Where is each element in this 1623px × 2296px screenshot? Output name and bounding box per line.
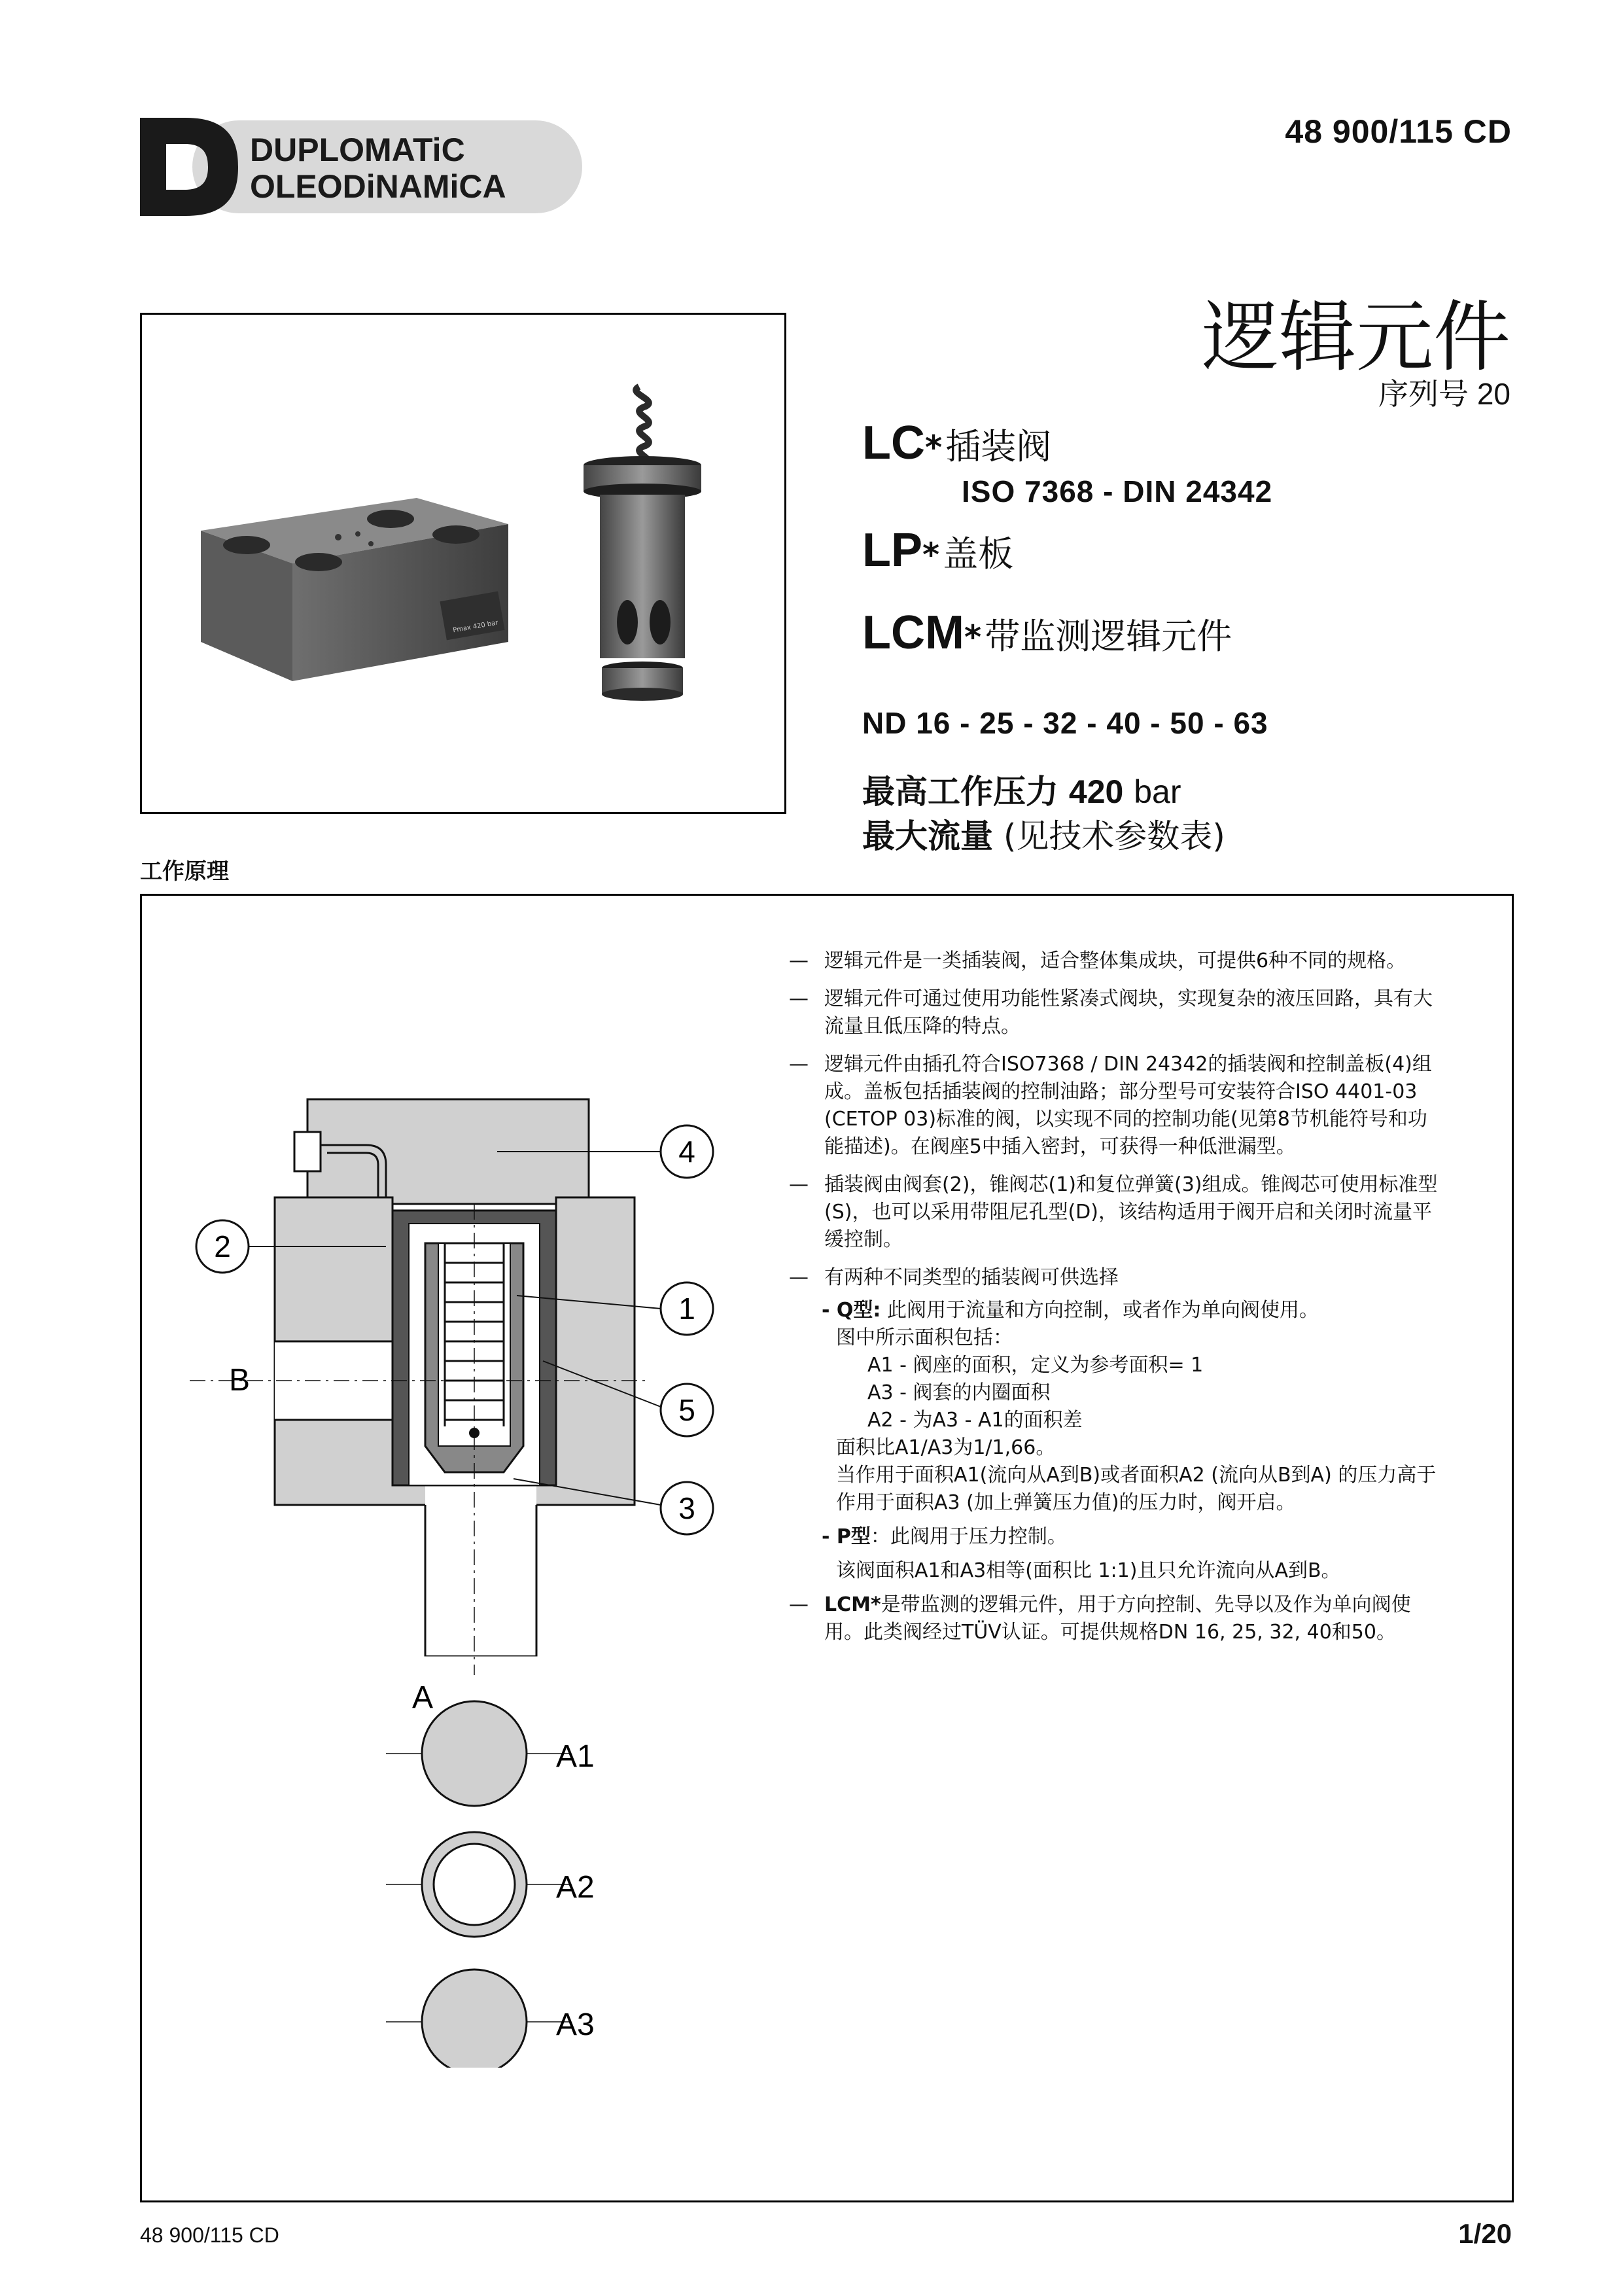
sleeve-port xyxy=(650,600,671,645)
nameplate-text: Pmax 420 bar xyxy=(452,619,499,635)
max-pressure xyxy=(862,766,1181,813)
nominal-sizes: ND 16 - 25 - 32 - 40 - 50 - 63 xyxy=(862,706,1268,740)
product-lcm xyxy=(862,606,1232,660)
principle-text xyxy=(789,947,1443,1657)
footer-document-code: 48 900/115 CD xyxy=(140,2223,279,2247)
flow-label: 最大流量 xyxy=(862,817,993,855)
callout-5 xyxy=(661,1384,713,1436)
q-type-a2: A2 - 为A3 - A1的面积差 xyxy=(867,1409,1083,1432)
product-code: LCM xyxy=(862,607,964,659)
callout-1 xyxy=(661,1282,713,1335)
product-photo xyxy=(142,315,784,812)
q-type-intro: 图中所示面积包括： xyxy=(836,1326,1013,1349)
area-a2-figure xyxy=(386,1832,595,1937)
product-star: * xyxy=(924,429,943,467)
callout-4 xyxy=(661,1125,713,1178)
port-a-label: A xyxy=(412,1680,434,1715)
product-name: 盖板 xyxy=(943,533,1014,574)
q-type-ratio: 面积比A1/A3为1/1,66。 xyxy=(836,1436,1056,1459)
product-star: * xyxy=(964,618,982,656)
q-type-a1: A1 - 阀座的面积，定义为参考面积= 1 xyxy=(867,1354,1204,1377)
q-type-text: 此阀用于流量和方向控制，或者作为单向阀使用。 xyxy=(886,1299,1319,1322)
brand-line-1: DUPLOMATiC xyxy=(250,132,465,168)
q-type-label: - Q型: xyxy=(822,1299,881,1322)
paragraph-text: 逻辑元件由插孔符合ISO7368 / DIN 24342的插装阀和控制盖板(4)组成。盖板包括插装阀的控制油路；部分型号可安装符合ISO 4401-03 (CETOP 03)标准的阀，以实现不同的控制功能(见第8节机能符号和功能描述)。在阀座5中插入密封，可获得一种低泄漏型。 xyxy=(824,1053,1432,1158)
paragraph-text: 逻辑元件可通过使用功能性紧凑式阀块，实现复杂的液压回路，具有大流量且低压降的特点。 xyxy=(824,987,1433,1038)
product-name: 带监测逻辑元件 xyxy=(985,616,1232,657)
port-b-label: B xyxy=(229,1363,251,1398)
pressure-label: 最高工作压力 xyxy=(862,773,1058,811)
product-name: 插装阀 xyxy=(945,426,1052,467)
lcm-label: LCM* xyxy=(824,1593,881,1616)
product-code: LC xyxy=(862,417,925,469)
bolt-hole xyxy=(223,536,270,554)
standards: ISO 7368 - DIN 24342 xyxy=(962,474,1273,508)
area-a3-figure xyxy=(386,1969,595,2068)
p-type-detail: 该阀面积A1和A3相等(面积比 1:1)且只允许流向从A到B。 xyxy=(836,1559,1341,1582)
area-a1-figure xyxy=(386,1701,595,1806)
q-type-a3: A3 - 阀套的内圈面积 xyxy=(867,1381,1051,1404)
page-title: 逻辑元件 xyxy=(1201,292,1510,382)
q-type-block xyxy=(789,1297,1443,1517)
return-spring xyxy=(636,387,649,465)
logo-d-mark xyxy=(140,118,238,216)
lcm-paragraph: — LCM*是带监测的逻辑元件，用于方向控制、先导以及作为单向阀使用。此类阀经过TÜV认证。可提供规格DN 16, 25, 32, 40和50。 xyxy=(789,1593,1411,1644)
callout-2-text: 2 xyxy=(214,1229,231,1263)
area-a2-label: A2 xyxy=(556,1870,595,1905)
bolt-hole xyxy=(367,510,414,528)
page-number: 1/20 xyxy=(1458,2218,1512,2249)
callout-3 xyxy=(661,1482,713,1534)
callout-2 xyxy=(196,1220,249,1273)
bolt-hole xyxy=(295,553,342,571)
callout-3-text: 3 xyxy=(678,1491,695,1525)
paragraph: — 逻辑元件是一类插装阀，适合整体集成块，可提供6种不同的规格。 xyxy=(789,949,1406,972)
product-star: * xyxy=(922,536,940,574)
pressure-unit: bar xyxy=(1134,773,1181,810)
cartridge-sleeve xyxy=(600,495,685,658)
document-code: 48 900/115 CD xyxy=(1285,113,1512,150)
paragraph-text: 插装阀由阀套(2)，锥阀芯(1)和复位弹簧(3)组成。锥阀芯可使用标准型(S)，也可以采用带阻尼孔型(D)，该结构适用于阀开启和关闭时流量平缓控制。 xyxy=(824,1173,1438,1251)
p-type-label: - P型 xyxy=(822,1525,871,1548)
paragraph: — 逻辑元件由插孔符合ISO7368 / DIN 24342的插装阀和控制盖板(4)组成。盖板包括插装阀的控制油路；部分型号可安装符合ISO 4401-03 (CETOP 03)标准的阀，以实现不同的控制功能(见第8节机能符号和功能描述)。在阀座5中插入密封，可获得一种低泄漏型。 xyxy=(789,1053,1432,1158)
paragraph-text: 逻辑元件是一类插装阀，适合整体集成块，可提供6种不同的规格。 xyxy=(824,949,1406,972)
company-logo xyxy=(140,118,585,216)
callout-4-text: 4 xyxy=(678,1135,695,1169)
area-a3-label: A3 xyxy=(556,2007,595,2042)
valve-section-diagram xyxy=(150,1047,739,2068)
product-photo-frame xyxy=(140,313,786,814)
pressure-value: 420 xyxy=(1068,773,1124,810)
series-number: 序列号 20 xyxy=(1378,377,1510,411)
flow-note: (见技术参数表) xyxy=(1003,817,1225,855)
lcm-text: 是带监测的逻辑元件，用于方向控制、先导以及作为单向阀使用。此类阀经过TÜV认证。可提供规格DN 16, 25, 32, 40和50。 xyxy=(824,1593,1411,1644)
paragraph: — 有两种不同类型的插装阀可供选择 xyxy=(789,1266,1119,1289)
brand-line-2: OLEODiNAMiCA xyxy=(250,168,506,205)
paragraph-text: 有两种不同类型的插装阀可供选择 xyxy=(824,1266,1119,1289)
sleeve-port xyxy=(617,600,638,645)
q-type-open-condition: 当作用于面积A1(流向从A到B)或者面积A2 (流向从B到A) 的压力高于作用于面积A3 (加上弹簧压力值)的压力时，阀开启。 xyxy=(836,1464,1437,1514)
paragraph: — 插装阀由阀套(2)，锥阀芯(1)和复位弹簧(3)组成。锥阀芯可使用标准型(S)，也可以采用带阻尼孔型(D)，该结构适用于阀开启和关闭时流量平缓控制。 xyxy=(789,1173,1438,1251)
product-code: LP xyxy=(862,524,923,576)
paragraph: — 逻辑元件可通过使用功能性紧凑式阀块，实现复杂的液压回路，具有大流量且低压降的特点。 xyxy=(789,987,1433,1038)
area-a1-label: A1 xyxy=(556,1739,595,1774)
product-lp xyxy=(862,523,1013,577)
callout-5-text: 5 xyxy=(678,1393,695,1427)
callout-1-text: 1 xyxy=(678,1292,695,1326)
p-type-text: ：此阀用于压力控制。 xyxy=(870,1525,1067,1548)
bolt-hole xyxy=(432,525,480,544)
p-type-block xyxy=(789,1523,1443,1585)
section-heading: 工作原理 xyxy=(140,858,229,885)
max-flow xyxy=(862,810,1225,857)
product-lc xyxy=(862,416,1051,470)
